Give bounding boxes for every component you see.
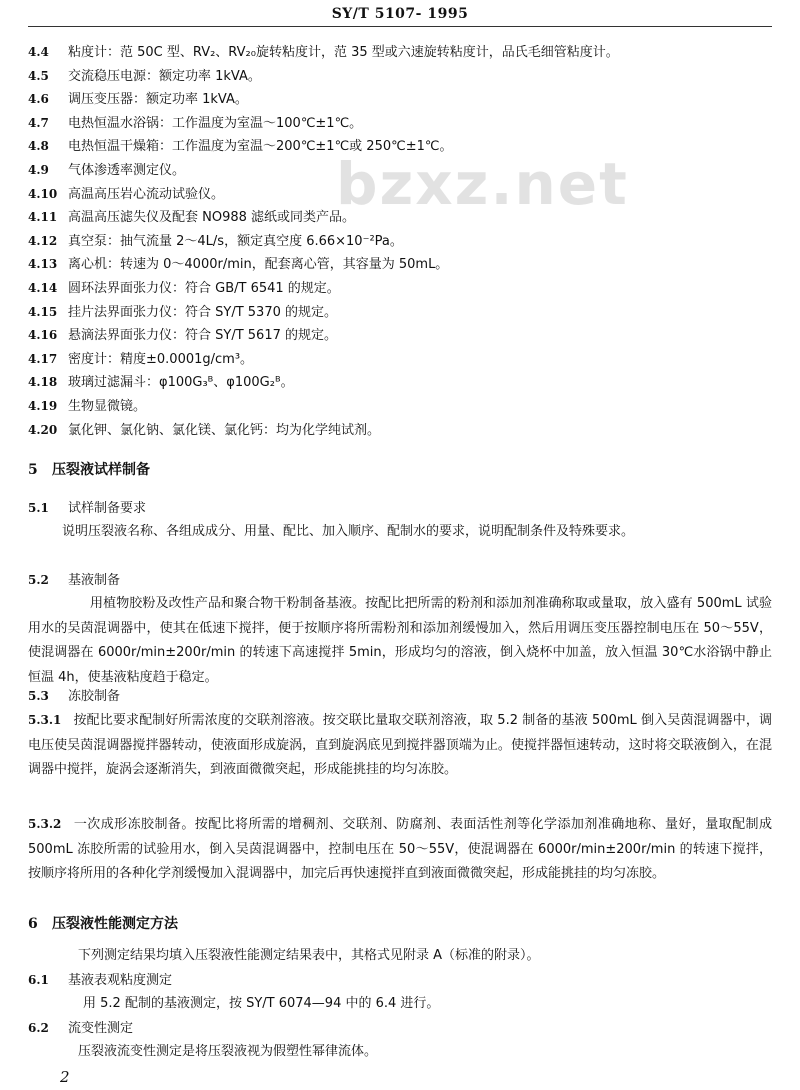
section-6-1-body: 用 5.2 配制的基液测定，按 SY/T 6074—94 中的 6.4 进行。 <box>83 996 440 1011</box>
clause-number: 4.11 <box>28 210 58 225</box>
clause-number: 4.19 <box>28 399 58 413</box>
clause-text: 真空泵：抽气流量 2～4L/s，额定真空度 6.66×10⁻²Pa。 <box>68 233 403 249</box>
clause-number: 4.6 <box>28 92 49 107</box>
clause-text: 离心机：转速为 0～4000r/min，配套离心管，其容量为 50mL。 <box>68 257 449 273</box>
list-item <box>28 205 772 230</box>
list-item <box>28 158 772 183</box>
section-5-heading: 5 压裂液试样制备 <box>28 462 150 478</box>
clause-text: 氯化钾、氯化钠、氯化镁、氯化钙：均为化学纯试剂。 <box>68 422 381 438</box>
clause-number: 4.17 <box>28 351 58 366</box>
clause-text: 调压变压器：额定功率 1kVA。 <box>68 92 248 108</box>
list-item <box>28 182 772 207</box>
header-rule <box>28 26 772 27</box>
clause-text: 挂片法界面张力仪：符合 SY/T 5370 的规定。 <box>68 304 337 320</box>
list-item <box>28 111 772 136</box>
clause-text: 交流稳压电源：额定功率 1kVA。 <box>68 68 261 84</box>
list-item <box>28 323 772 348</box>
list-item <box>28 370 772 395</box>
section-6-1-heading: 6.1 基液表观粘度测定 <box>28 973 173 988</box>
list-item <box>28 134 772 159</box>
watermark: bzxz.net <box>336 150 629 218</box>
section-5-3-heading: 5.3 冻胶制备 <box>28 689 121 704</box>
section-5-3-2-paragraph: 5.3.2 一次成形冻胶制备。按配比将所需的增稠剂、交联剂、防腐剂、表面活性剂等化学添加剂准确地称、量好，量取配制成 500mL 冻胶所需的试验用水，倒入吴茵混调器中，控制电压在 50～55V，使混调器在 6000r/min±200r/min 的转速下搅拌，按顺序将所用的各种化学剂缓慢加入混调器中，加完后再快速搅拌直到液面微微突起，形成能挑挂的均匀冻胶。 <box>28 817 772 881</box>
page-number: 2 <box>60 1068 70 1086</box>
list-item <box>28 418 772 443</box>
list-item <box>28 394 772 419</box>
clause-number: 4.5 <box>28 68 49 83</box>
list-item <box>28 252 772 277</box>
list-item <box>28 347 772 372</box>
section-5-2-body: 用植物胶粉及改性产品和聚合物干粉制备基液。按配比把所需的粉剂和添加剂准确称取或量取，放入盛有 500mL 试验用水的吴茵混调器中，使其在低速下搅拌，便于按顺序将所需粉剂和添加剂缓慢加入，然后用调压变压器控制电压在 50～55V，使混调器在 6000r/min±200r/min 的转速下高速搅拌 5min，形成均匀的溶液，倒入烧杯中加盖，放入恒温 30℃水浴锅中静止恒温 4h，使基液粘度趋于稳定。 <box>28 596 772 685</box>
clause-text: 粘度计：范 50C 型、RV₂、RV₂₀旋转粘度计，范 35 型或六速旋转粘度计，品氏毛细管粘度计。 <box>68 45 619 60</box>
clause-text: 气体渗透率测定仪。 <box>68 163 186 178</box>
clause-text: 生物显微镜。 <box>68 399 147 414</box>
list-item <box>28 40 772 65</box>
list-item <box>28 229 772 254</box>
list-item <box>28 300 772 325</box>
clause-number: 4.12 <box>28 233 58 248</box>
section-5-2-heading: 5.2 基液制备 <box>28 573 121 588</box>
list-item <box>28 276 772 301</box>
clause-number: 4.7 <box>28 115 49 130</box>
section-5-1-body: 说明压裂液名称、各组成成分、用量、配比、加入顺序、配制水的要求，说明配制条件及特殊要求。 <box>62 524 635 539</box>
clause-text: 玻璃过滤漏斗：φ100G₃ᴮ、φ100G₂ᴮ。 <box>68 375 294 391</box>
section-6-2-heading: 6.2 流变性测定 <box>28 1021 134 1036</box>
clause-number: 4.9 <box>28 163 49 177</box>
section-6-intro: 下列测定结果均填入压裂液性能测定结果表中，其格式见附录 A（标准的附录）。 <box>78 948 540 963</box>
clause-number: 4.15 <box>28 304 58 319</box>
section-5-1-heading: 5.1 试样制备要求 <box>28 501 147 516</box>
clause-text: 圆环法界面张力仪：符合 GB/T 6541 的规定。 <box>68 281 340 296</box>
clause-number: 4.8 <box>28 139 49 154</box>
clause-text: 电热恒温干燥箱：工作温度为室温～200℃±1℃或 250℃±1℃。 <box>68 139 453 155</box>
clause-number: 4.10 <box>28 186 58 201</box>
list-item <box>28 64 772 89</box>
clause-text: 高温高压岩心流动试验仪。 <box>68 186 225 202</box>
clause-number: 4.16 <box>28 328 58 343</box>
clause-number: 4.18 <box>28 375 58 390</box>
clause-number: 4.4 <box>28 45 49 59</box>
document-header: SY/T 5107- 1995 <box>331 6 469 22</box>
clause-text: 高温高压滤失仪及配套 NO988 滤纸或同类产品。 <box>68 210 356 226</box>
clause-text: 电热恒温水浴锅：工作温度为室温～100℃±1℃。 <box>68 115 363 131</box>
list-item <box>28 87 772 112</box>
clause-number: 4.20 <box>28 422 58 437</box>
clause-number: 4.13 <box>28 257 58 272</box>
clause-text: 悬滴法界面张力仪：符合 SY/T 5617 的规定。 <box>68 328 337 344</box>
clause-text: 密度计：精度±0.0001g/cm³。 <box>68 351 254 367</box>
section-6-2-body: 压裂液流变性测定是将压裂液视为假塑性幂律流体。 <box>78 1044 378 1059</box>
section-5-3-1-paragraph: 5.3.1 按配比要求配制好所需浓度的交联剂溶液。按交联比量取交联剂溶液，取 5.2 制备的基液 500mL 倒入吴茵混调器中，调电压使吴茵混调器搅拌器转动，使液面形成旋涡，直到旋涡底见到搅拌器顶端为止。使搅拌器恒速转动，这时将交联液倒入，在混调器中搅拌，旋涡会逐渐消失，到液面微微突起，形成能挑挂的均匀冻胶。 <box>28 713 772 777</box>
clause-number: 4.14 <box>28 281 58 295</box>
section-6-heading: 6 压裂液性能测定方法 <box>28 916 178 932</box>
